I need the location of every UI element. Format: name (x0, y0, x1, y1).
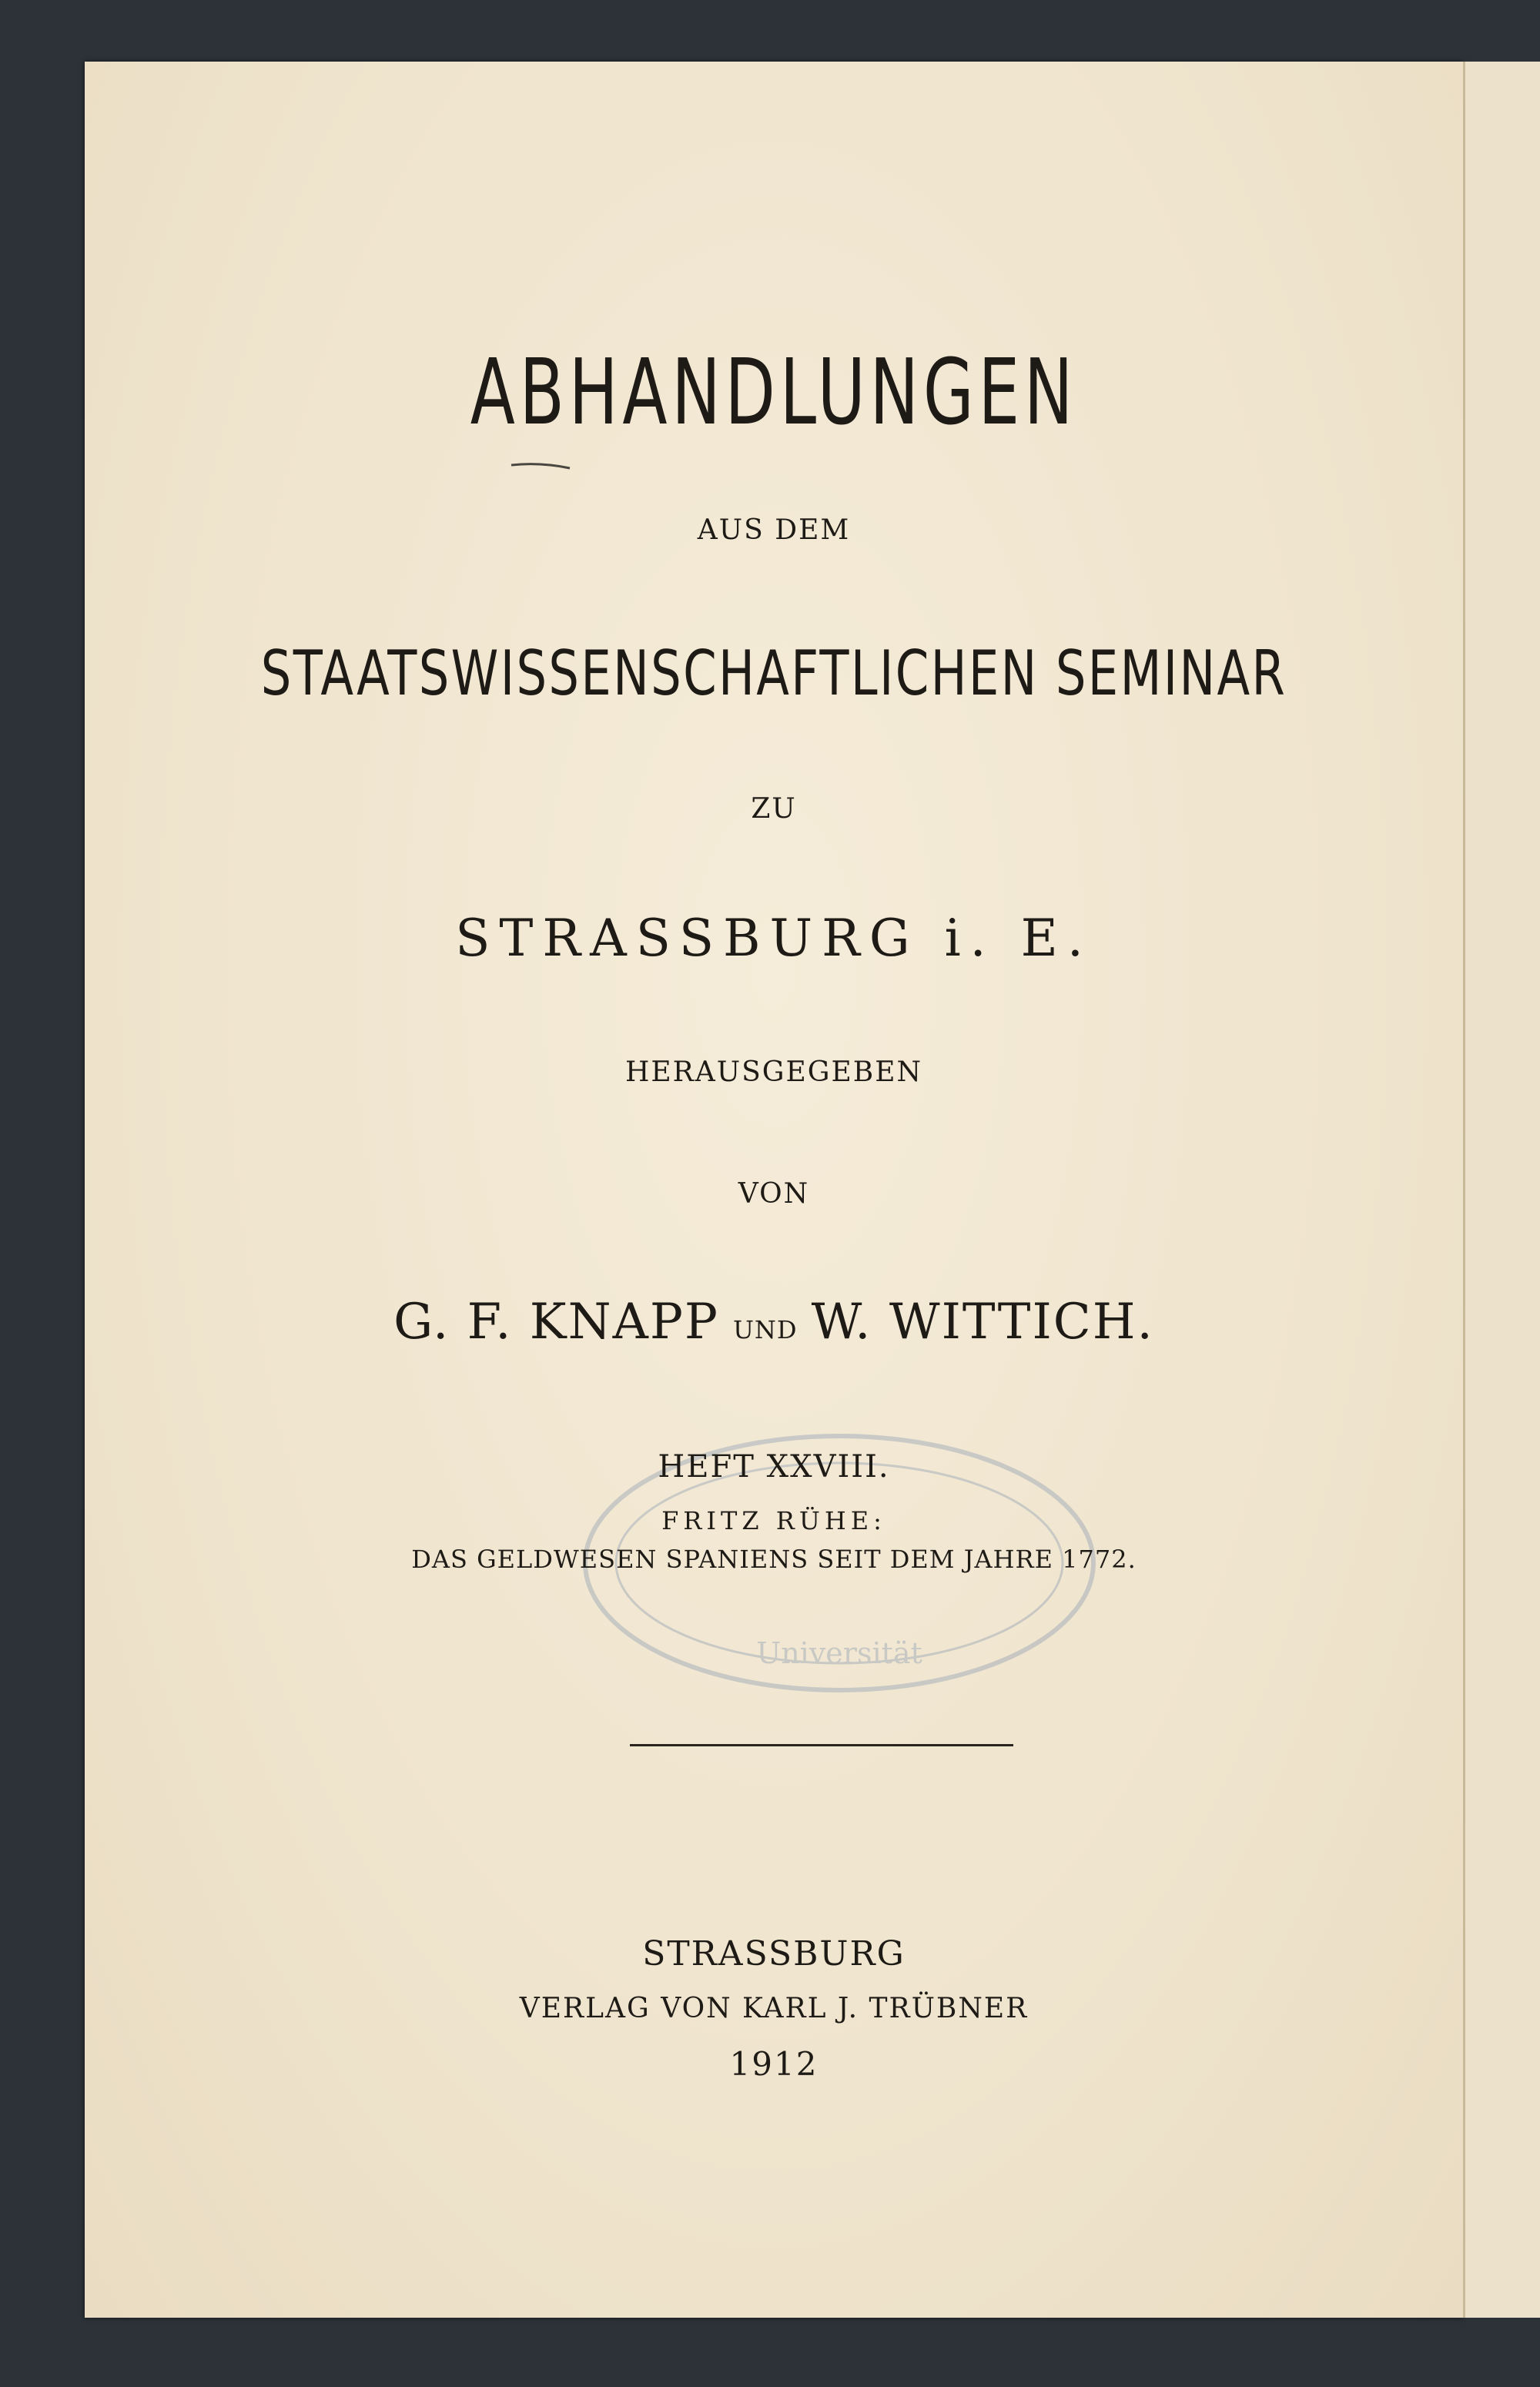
seminar-line: STAATSWISSENSCHAFTLICHEN SEMINAR (260, 638, 1287, 709)
aus-dem-line: AUS DEM (697, 514, 851, 546)
facing-page-edge (1463, 62, 1540, 2318)
publication-year: 1912 (729, 2045, 819, 2083)
editor-knapp: G. F. KNAPP (393, 1294, 719, 1351)
von-line: VON (738, 1178, 810, 1210)
stamp-text: Universität (756, 1636, 922, 1670)
subject-line: DAS GELDWESEN SPANIENS SEIT DEM JAHRE 1772. (411, 1545, 1137, 1574)
city-line: STRASSBURG i. E. (455, 909, 1093, 968)
editors-line (85, 1294, 1463, 1351)
ink-mark (510, 462, 571, 470)
zu-line: ZU (751, 793, 797, 825)
editor-wittich: W. WITTICH. (811, 1294, 1154, 1351)
publisher-line: VERLAG VON KARL J. TRÜBNER (519, 1993, 1029, 2024)
und-word: UND (732, 1315, 798, 1344)
herausgegeben-line: HERAUSGEGEBEN (624, 1056, 923, 1088)
divider-rule (630, 1744, 1013, 1746)
heft-number: HEFT XXVIII. (658, 1449, 890, 1485)
series-title: ABHANDLUNGEN (470, 339, 1078, 445)
author-line: FRITZ RÜHE: (661, 1506, 886, 1535)
publication-city: STRASSBURG (642, 1934, 906, 1974)
